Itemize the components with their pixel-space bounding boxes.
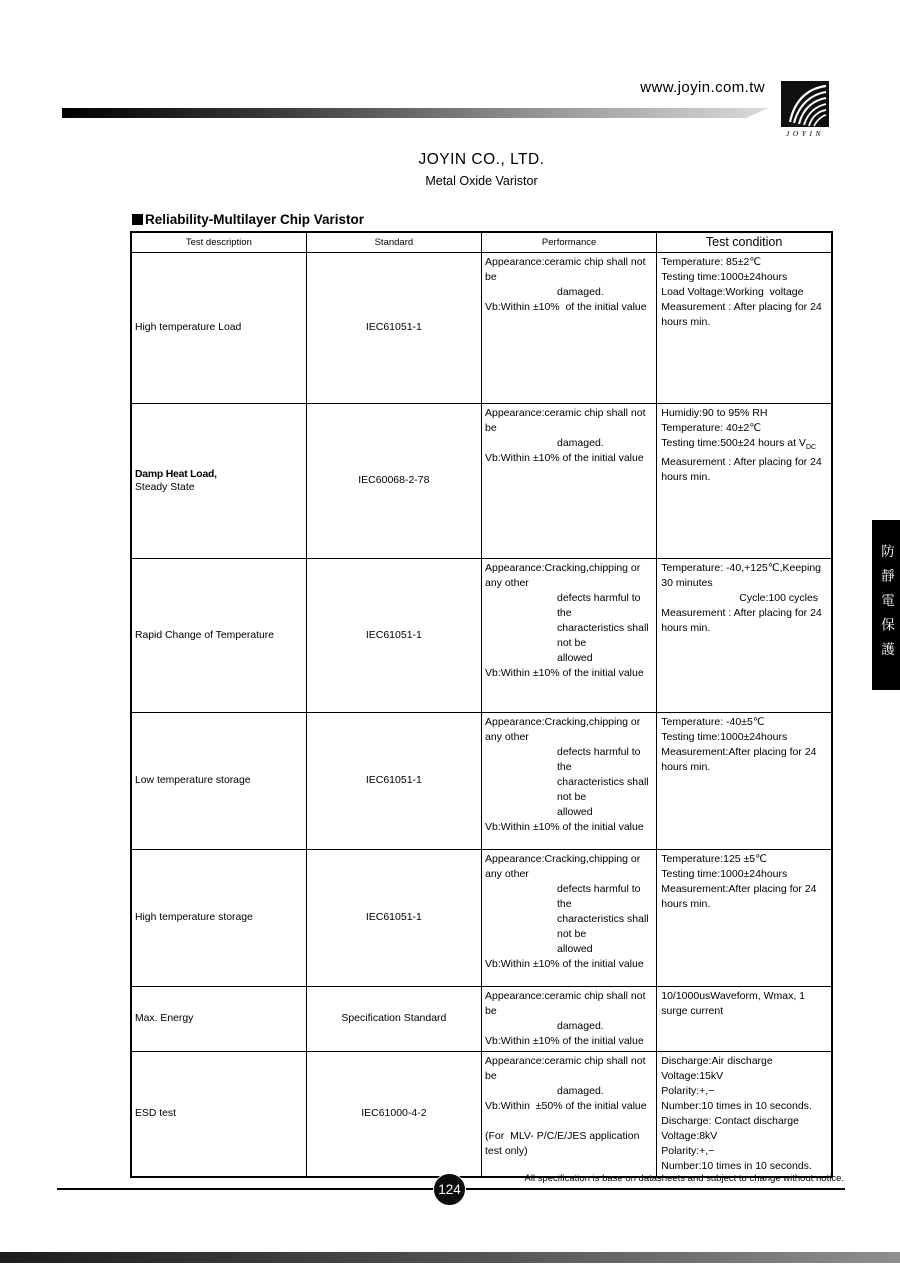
performance-cell: [482, 849, 657, 986]
product-subtitle: Metal Oxide Varistor: [425, 174, 538, 188]
standard-cell: IEC60068-2-78: [306, 403, 481, 558]
top-gradient-bar: [62, 108, 768, 118]
condition-line: Voltage:15kV: [661, 1069, 724, 1082]
page-number-badge: [433, 1173, 466, 1206]
condition-cell: [657, 252, 832, 403]
condition-cell: [657, 558, 832, 712]
section-heading-label: Reliability-Multilayer Chip Varistor: [145, 212, 365, 227]
col-header-performance: Performance: [482, 232, 657, 252]
standard-cell: IEC61051-1: [306, 558, 481, 712]
condition-line: Measurement : After placing for 24 hours min.: [661, 455, 825, 483]
condition-line: Humidiy:90 to 95% RH: [661, 406, 768, 419]
performance-line: allowed: [557, 805, 593, 818]
performance-line: allowed: [557, 651, 593, 664]
condition-line: Temperature: -40,+125℃,Keeping 30 minutes: [661, 561, 827, 589]
page-number: 124: [438, 1182, 461, 1197]
condition-line: Testing time:1000±24hours: [661, 867, 788, 880]
test-description-cell: Max. Energy: [131, 986, 306, 1051]
performance-line: Vb:Within ±10% of the initial value: [485, 666, 644, 679]
performance-cell: [482, 252, 657, 403]
test-description-cell: Low temperature storage: [131, 712, 306, 849]
vdc-subscript: DC: [805, 443, 817, 451]
standard-cell: IEC61000-4-2: [306, 1051, 481, 1177]
performance-line: Vb:Within ±50% of the initial value: [485, 1099, 647, 1112]
table-row: [131, 252, 832, 403]
table-row: [131, 986, 832, 1051]
condition-cell: [657, 849, 832, 986]
condition-line: Testing time:500±24 hours at $V_{DC}$: [661, 436, 817, 451]
test-description-cell: ESD test: [131, 1051, 306, 1177]
condition-cell: [657, 1051, 832, 1177]
bottom-gradient-bar: [0, 1252, 900, 1263]
table-row: [131, 849, 832, 986]
logo-swirl-icon: [781, 81, 829, 127]
condition-line: Discharge: Contact discharge: [661, 1114, 799, 1127]
performance-cell: [482, 558, 657, 712]
condition-line: Temperature: 40±2℃: [661, 421, 762, 434]
reliability-table: [130, 231, 833, 1178]
performance-line: characteristics shall not be: [557, 912, 652, 940]
performance-line: Vb:Within ±10% of the initial value: [485, 451, 644, 464]
website-url: www.joyin.com.tw: [640, 79, 765, 96]
footer-note: All specification is base on datasheets and subject to change without notice.: [524, 1173, 844, 1184]
performance-cell: [482, 403, 657, 558]
condition-line: Number:10 times in 10 seconds.: [661, 1159, 812, 1172]
performance-line: Appearance:ceramic chip shall not be: [485, 406, 649, 434]
performance-line: Appearance:ceramic chip shall not be: [485, 255, 649, 283]
condition-line: Voltage:8kV: [661, 1129, 718, 1142]
spacer: [485, 1114, 655, 1129]
company-title: JOYIN CO., LTD.: [418, 151, 545, 168]
condition-line: Load Voltage:Working voltage: [661, 285, 804, 298]
section-bullet-icon: [132, 214, 143, 225]
logo-wordmark: JOYIN: [786, 129, 824, 138]
condition-line: 10/1000usWaveform, Wmax, 1 surge current: [661, 989, 808, 1017]
section-heading: [132, 212, 364, 227]
performance-line: characteristics shall not be: [557, 621, 652, 649]
performance-line: defects harmful to the: [557, 882, 644, 910]
title-block: [130, 151, 833, 188]
performance-line: Vb:Within ±10% of the initial value: [485, 1034, 644, 1047]
performance-line: defects harmful to the: [557, 591, 644, 619]
performance-line: Appearance:Cracking,chipping or any other: [485, 715, 644, 743]
performance-line: allowed: [557, 942, 593, 955]
performance-line: (For MLV- P/C/E/JES application test only): [485, 1129, 643, 1157]
test-description-cell: Damp Heat Load, Steady State: [131, 403, 306, 558]
table-row: [131, 403, 832, 558]
performance-line: damaged.: [557, 1019, 604, 1032]
test-description-cell: Rapid Change of Temperature: [131, 558, 306, 712]
side-tab-label: 防靜電保護: [879, 543, 894, 667]
standard-cell: Specification Standard: [306, 986, 481, 1051]
condition-line: Temperature: -40±5℃: [661, 715, 765, 728]
joyin-logo: [781, 81, 829, 138]
performance-line: Vb:Within ±10% of the initial value: [485, 300, 647, 313]
condition-line: Measurement : After placing for 24 hours min.: [661, 300, 825, 328]
side-tab-antistatic-protection: [872, 520, 900, 690]
table-row: [131, 1051, 832, 1177]
standard-cell: IEC61051-1: [306, 252, 481, 403]
performance-line: Vb:Within ±10% of the initial value: [485, 957, 644, 970]
performance-line: Appearance:ceramic chip shall not be: [485, 989, 649, 1017]
col-header-test-description: Test description: [131, 232, 306, 252]
performance-line: Appearance:ceramic chip shall not be: [485, 1054, 649, 1082]
condition-line: Measurement:After placing for 24 hours min.: [661, 882, 820, 910]
condition-line: Number:10 times in 10 seconds.: [661, 1099, 812, 1112]
condition-line: Polarity:+,−: [661, 1144, 715, 1157]
condition-line: Measurement:After placing for 24 hours min.: [661, 745, 820, 773]
condition-line: Measurement : After placing for 24 hours min.: [661, 606, 825, 634]
performance-line: damaged.: [557, 436, 604, 449]
condition-line: Testing time:1000±24hours: [661, 730, 788, 743]
standard-cell: IEC61051-1: [306, 712, 481, 849]
performance-cell: [482, 986, 657, 1051]
condition-line: Discharge:Air discharge: [661, 1054, 773, 1067]
condition-cell: [657, 403, 832, 558]
table-row: [131, 558, 832, 712]
condition-line: Cycle:100 cycles: [739, 591, 819, 604]
performance-line: defects harmful to the: [557, 745, 644, 773]
performance-line: characteristics shall not be: [557, 775, 652, 803]
test-description-cell: High temperature Load: [131, 252, 306, 403]
col-header-test-condition: Test condition: [657, 232, 832, 252]
performance-line: Appearance:Cracking,chipping or any other: [485, 561, 644, 589]
performance-line: damaged.: [557, 1084, 604, 1097]
performance-cell: [482, 1051, 657, 1177]
col-header-standard: Standard: [306, 232, 481, 252]
performance-line: Vb:Within ±10% of the initial value: [485, 820, 644, 833]
condition-line: Temperature: 85±2℃: [661, 255, 762, 268]
condition-line: Temperature:125 ±5℃: [661, 852, 767, 865]
table-row: [131, 712, 832, 849]
test-description-cell: High temperature storage: [131, 849, 306, 986]
condition-cell: [657, 986, 832, 1051]
performance-line: Appearance:Cracking,chipping or any other: [485, 852, 644, 880]
performance-cell: [482, 712, 657, 849]
standard-cell: IEC61051-1: [306, 849, 481, 986]
table-header-row: [131, 232, 832, 252]
performance-line: damaged.: [557, 285, 604, 298]
condition-line: Polarity:+,−: [661, 1084, 715, 1097]
condition-line: Testing time:1000±24hours: [661, 270, 788, 283]
condition-cell: [657, 712, 832, 849]
